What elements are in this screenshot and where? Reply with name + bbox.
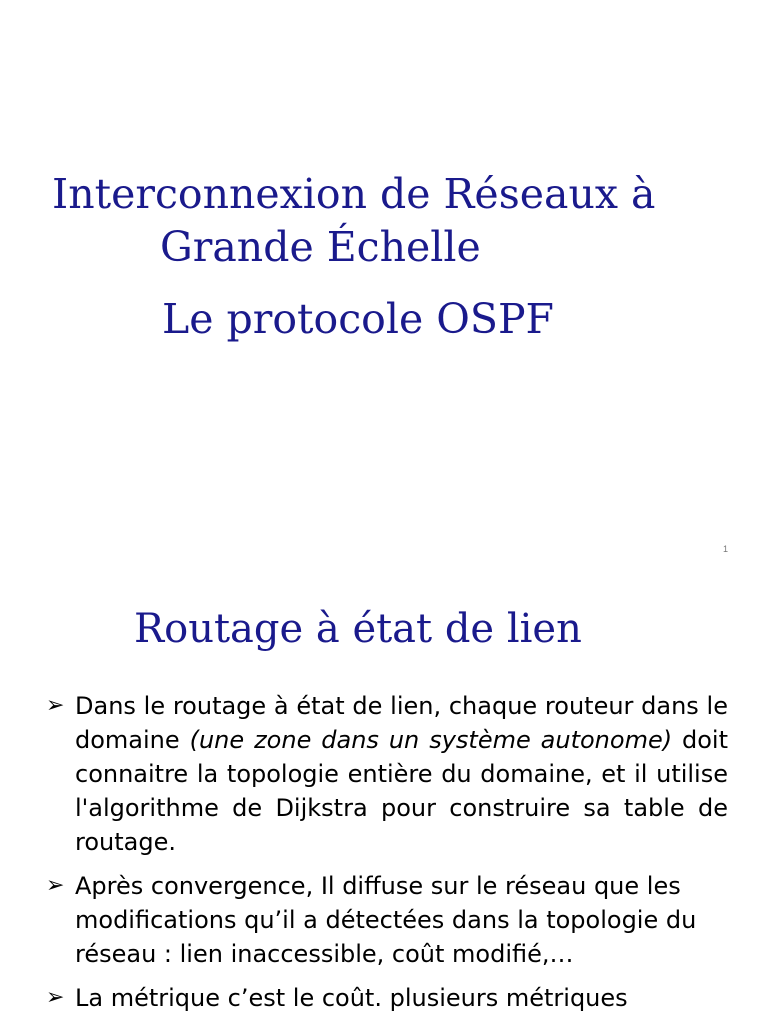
list-item	[44, 689, 728, 859]
arrow-bullet-icon: ➢	[46, 693, 65, 718]
arrow-bullet-icon: ➢	[46, 873, 65, 898]
slide-subtitle: Le protocole OSPF	[162, 295, 555, 343]
list-item	[44, 981, 728, 1015]
bullet-text: doit connaitre la topologie entière du domaine, et il utilise l'algorithme de Dijkstra pour construire sa table de routage.	[75, 726, 729, 856]
slide-title-line-1: Interconnexion de Réseaux à	[52, 170, 656, 218]
bullet-text: Dans le routage à état de lien, chaque routeur dans le domaine	[75, 692, 728, 754]
bullet-text-italic: (une zone dans un système autonome)	[189, 726, 673, 754]
bullet-text: Après convergence, Il diffuse sur le réseau que les modifications qu’il a détectées dans la topologie du réseau : lien inaccessible, coût modifié,…	[75, 872, 697, 968]
slide-title-line-2: Grande Échelle	[160, 223, 481, 271]
arrow-bullet-icon: ➢	[46, 985, 65, 1010]
slide-heading: Routage à état de lien	[134, 606, 582, 652]
list-item	[44, 869, 728, 971]
bullet-list	[44, 689, 728, 1025]
page-number: 1	[722, 544, 728, 554]
bullet-text: La métrique c’est le coût. plusieurs métriques	[75, 984, 628, 1012]
